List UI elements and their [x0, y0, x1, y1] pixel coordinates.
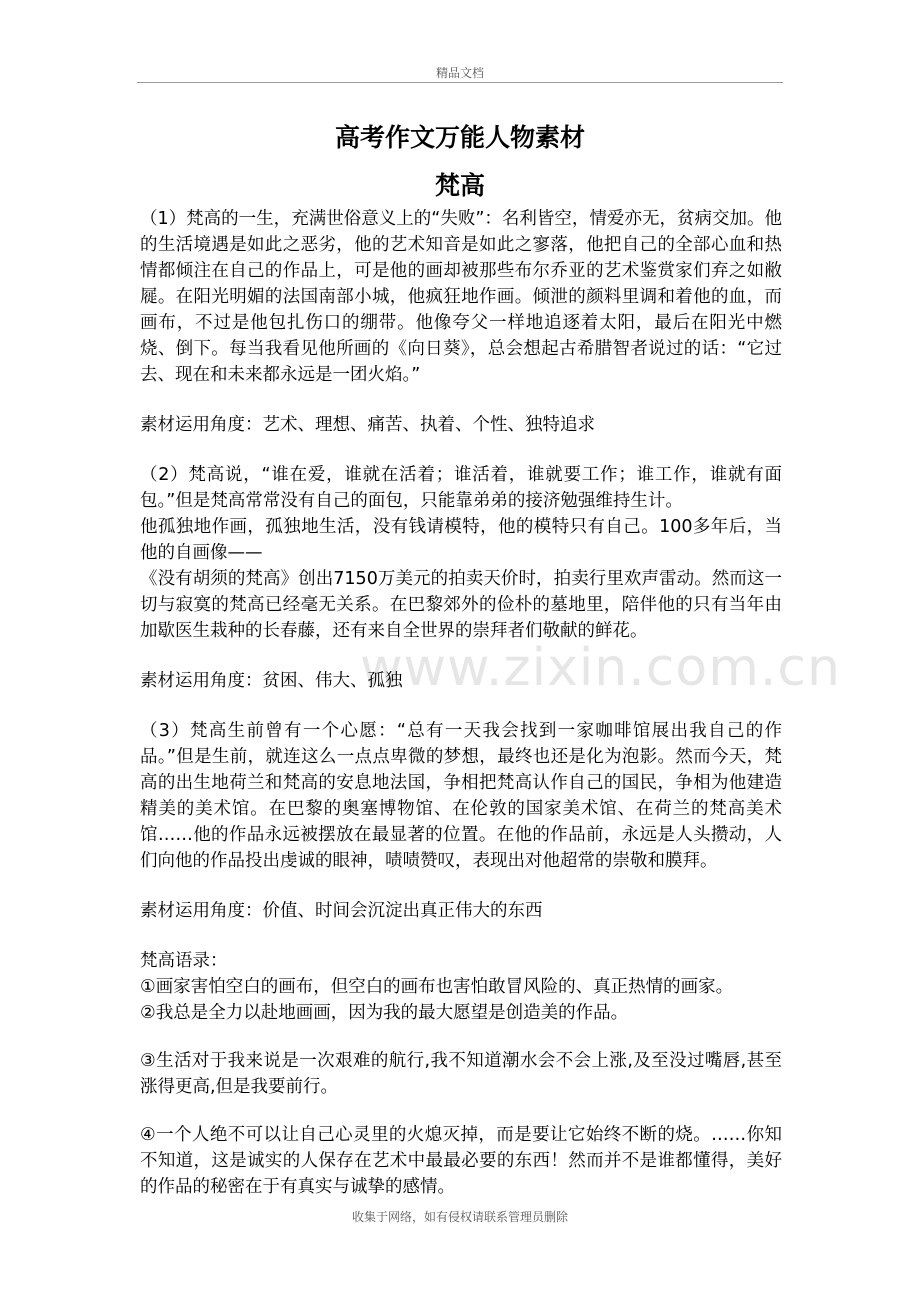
quotes-heading: 梵高语录： — [140, 951, 228, 971]
section-subtitle: 梵高 — [434, 171, 485, 200]
material-angle-2: 素材运用角度：贫困、伟大、孤独 — [140, 671, 403, 691]
quote-1: ①画家害怕空白的画布，但空白的画布也害怕敢冒风险的、真正热情的画家。 — [140, 977, 734, 997]
quote-4: ④一个人绝不可以让自己心灵里的火熄灭掉，而是要让它始终不断的烧。……你知不知道，这是诚实的人保存在艺术中最最必要的东西！然而并不是谁都懂得，美好的作品的秘密在于有真实与诚挚的感情。 — [140, 1125, 782, 1197]
quote-3: ③生活对于我来说是一次艰难的航行,我不知道潮水会不会上涨,及至没过嘴唇,甚至涨得更高,但是我要前行。 — [140, 1051, 782, 1097]
paragraph-1: （1）梵高的一生，充满世俗意义上的“失败”：名利皆空，情爱亦无，贫病交加。他的生活境遇是如此之恶劣，他的艺术知音是如此之寥落，他把自己的全部心血和热情都倾注在自己的作品上，可是他的画却被那些布尔乔亚的艺术鉴赏家们弃之如敝屣。在阳光明媚的法国南部小城，他疯狂地作画。倾泄的颜料里调和着他的血，而画布，不过是他包扎伤口的绷带。他像夸父一样地追逐着太阳，最后在阳光中燃烧、倒下。每当我看见他所画的《向日葵》，总会想起古希腊智者说过的话：“它过去、现在和未来都永远是一团火焰。” — [140, 209, 782, 385]
watermark-text: www.zixin.com.cn — [360, 638, 841, 698]
quote-2: ②我总是全力以赴地画画，因为我的最大愿望是创造美的作品。 — [140, 1003, 629, 1023]
paragraph-2a: （2）梵高说，“谁在爱，谁就在活着；谁活着，谁就要工作；谁工作，谁就有面包。”但是梵高常常没有自己的面包，只能靠弟弟的接济勉强维持生计。 — [140, 465, 782, 511]
document-title: 高考作文万能人物素材 — [334, 123, 585, 152]
paragraph-3: （3）梵高生前曾有一个心愿：“总有一天我会找到一家咖啡馆展出我自己的作品。”但是生前，就连这么一点点卑微的梦想，最终也还是化为泡影。然而今天，梵高的出生地荷兰和梵高的安息地法国，争相把梵高认作自己的国民，争相为他建造精美的美术馆。在巴黎的奥塞博物馆、在伦敦的国家美术馆、在荷兰的梵高美术馆……他的作品永远被摆放在最显著的位置。在他的作品前，永远是人头攒动，人们向他的作品投出虔诚的眼神，啧啧赞叹，表现出对他超常的崇敬和膜拜。 — [140, 721, 782, 871]
document-body — [140, 206, 782, 1200]
page-header: 精品文档 — [435, 66, 484, 80]
paragraph-2c: 《没有胡须的梵高》创出7150万美元的拍卖天价时，拍卖行里欢声雷动。然而这一切与寂寞的梵高已经毫无关系。在巴黎郊外的俭朴的墓地里，陪伴他的只有当年由加歇医生栽种的长春藤，还有来自全世界的崇拜者们敬献的鲜花。 — [140, 569, 782, 641]
header-divider — [137, 82, 783, 83]
paragraph-2b: 他孤独地作画，孤独地生活，没有钱请模特，他的模特只有自己。100多年后，当他的自画像—— — [140, 517, 782, 563]
page-footer: 收集于网络，如有侵权请联系管理员删除 — [351, 1210, 568, 1224]
material-angle-1: 素材运用角度：艺术、理想、痛苦、执着、个性、独特追求 — [140, 415, 595, 435]
material-angle-3: 素材运用角度：价值、时间会沉淀出真正伟大的东西 — [140, 901, 543, 921]
